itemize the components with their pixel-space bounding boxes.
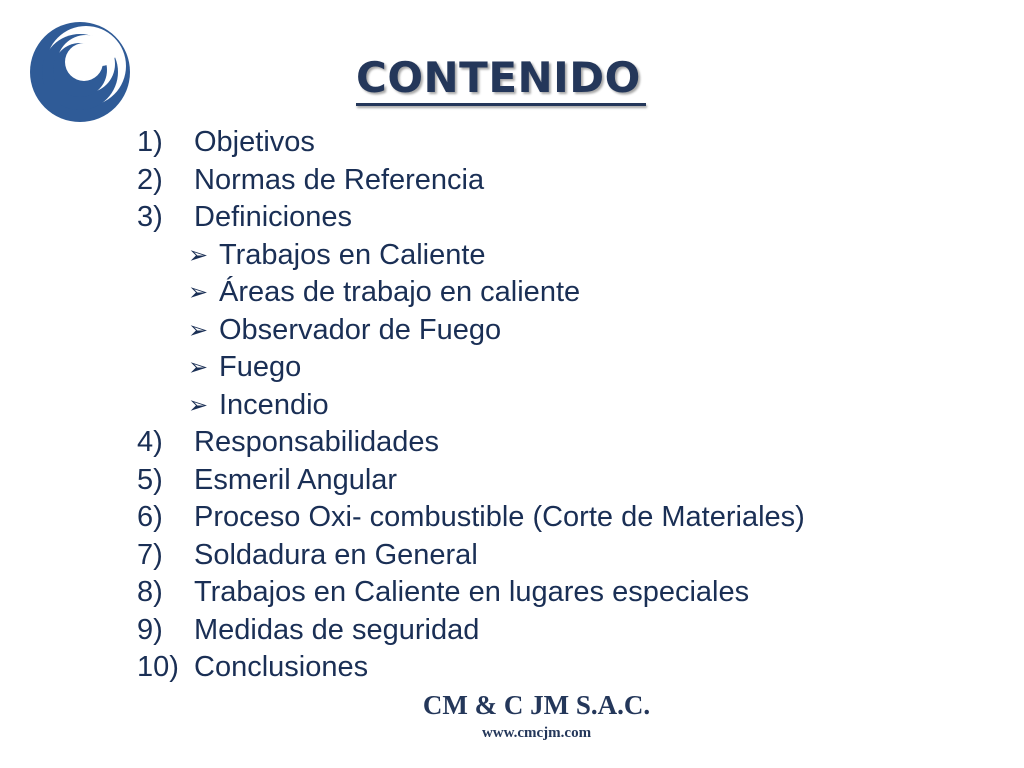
list-item <box>0 537 1024 575</box>
list-item <box>0 424 1024 462</box>
list-item <box>0 162 1024 200</box>
list-item-number: 9) <box>137 613 163 646</box>
list-item-text: Objetivos <box>194 126 315 158</box>
footer-website-link[interactable]: www.cmcjm.com <box>481 725 592 741</box>
list-item-text: Trabajos en Caliente <box>219 238 486 271</box>
list-item <box>0 574 1024 612</box>
list-item-text: Definiciones <box>194 201 352 233</box>
contents-list <box>0 124 1024 687</box>
list-item <box>0 612 1024 650</box>
list-item-number: 5) <box>137 463 163 496</box>
footer-company-name: CM & C JM S.A.C. <box>422 690 651 720</box>
title-underline <box>356 103 646 106</box>
list-item-text: Responsabilidades <box>194 426 440 458</box>
list-item-text: Trabajos en Caliente en lugares especiales <box>194 576 750 608</box>
list-item-text: Proceso Oxi- combustible (Corte de Materiales) <box>194 501 805 533</box>
list-item-text: Medidas de seguridad <box>194 613 480 646</box>
list-item-number: 8) <box>137 576 163 608</box>
list-item-text: Conclusiones <box>194 651 369 683</box>
list-item-text: Áreas de trabajo en caliente <box>219 276 581 308</box>
list-item-text: Soldadura en General <box>194 538 478 571</box>
list-item-number: 6) <box>137 501 163 533</box>
arrow-bullet-icon: ➢ <box>188 391 209 419</box>
arrow-bullet-icon: ➢ <box>188 316 209 344</box>
sub-list-item <box>0 274 1024 312</box>
list-item-text: Normas de Referencia <box>194 163 485 196</box>
sub-list-item <box>0 237 1024 275</box>
list-item-text: Fuego <box>219 351 302 383</box>
list-item <box>0 124 1024 162</box>
list-item <box>0 649 1024 687</box>
list-item-number: 1) <box>137 126 163 158</box>
company-logo-icon <box>26 18 134 126</box>
list-item-number: 4) <box>137 426 163 458</box>
slide-title: CONTENIDO <box>356 53 641 102</box>
list-item-number: 2) <box>137 163 163 196</box>
arrow-bullet-icon: ➢ <box>188 279 209 306</box>
list-item-number: 3) <box>137 201 163 233</box>
list-item-text: Esmeril Angular <box>194 463 398 496</box>
list-item-number: 7) <box>137 538 163 571</box>
list-item <box>0 499 1024 537</box>
list-item-text: Observador de Fuego <box>219 313 502 346</box>
sub-list-item <box>0 349 1024 387</box>
sub-list-item <box>0 312 1024 350</box>
list-item <box>0 462 1024 500</box>
list-item-number: 10) <box>137 651 179 683</box>
sub-list-item <box>0 387 1024 425</box>
list-item-text: Incendio <box>219 388 329 421</box>
arrow-bullet-icon: ➢ <box>188 241 209 269</box>
list-item <box>0 199 1024 237</box>
arrow-bullet-icon: ➢ <box>188 354 209 381</box>
